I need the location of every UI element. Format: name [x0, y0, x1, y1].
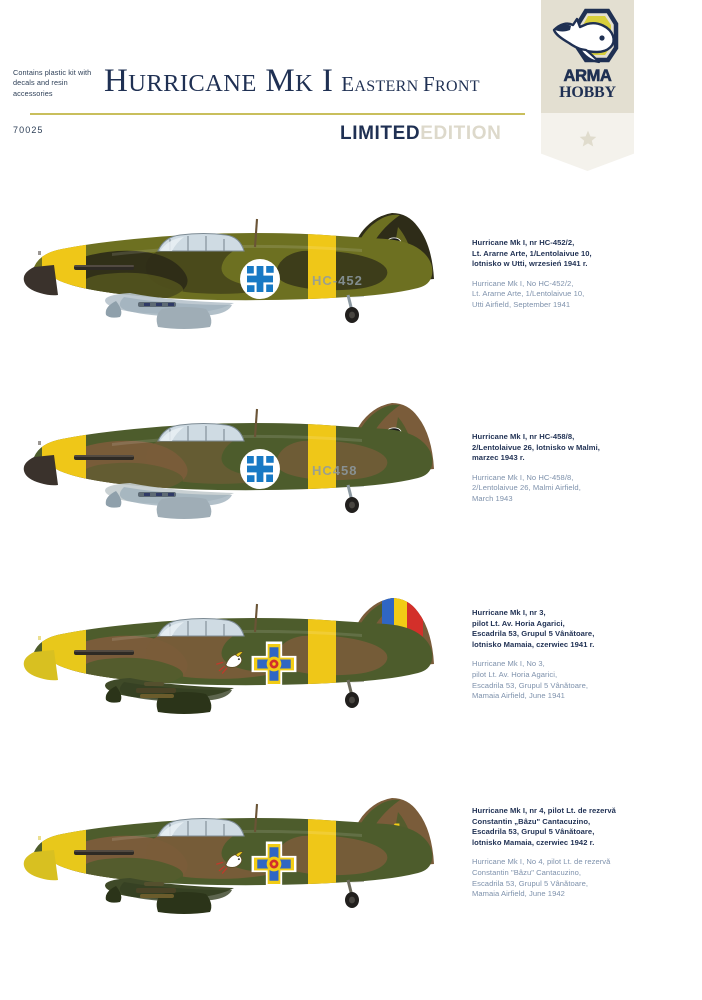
brand-wordmark [541, 68, 634, 101]
exhaust-stubs [74, 455, 134, 460]
caption-polish [472, 806, 687, 848]
aircraft-profile-illustration [12, 205, 452, 340]
edition-label: EDITION [420, 123, 502, 144]
star-icon [578, 129, 598, 149]
caption-line: 2/Lentolaivue 26, lotnisko w Malmi, [472, 442, 600, 452]
finnish-swastika-roundel [240, 449, 280, 489]
caption-line: Escadrila 53, Grupul 5 Vânătoare, [472, 680, 589, 690]
caption-line: Utti Airfield, September 1941 [472, 299, 571, 309]
main-wheel [345, 485, 359, 513]
caption-line: Hurricane Mk I, nr HC-452/2, [472, 238, 575, 247]
aircraft-profile-illustration [12, 590, 452, 725]
main-wheel [345, 295, 359, 323]
aircraft-profile-illustration [12, 790, 452, 925]
radiator [157, 497, 212, 519]
caption-line: 2/Lentolaivue 26, Malmi Airfield, [472, 483, 581, 493]
aircraft-profile-illustration [12, 395, 452, 530]
caption-line: Mamaia Airfield, June 1941 [472, 691, 565, 701]
exhaust-stubs [74, 650, 134, 655]
page-title [104, 63, 524, 100]
caption-line: marzec 1943 r. [472, 453, 525, 463]
caption-line: Escadrila 53, Grupul 5 Vânătoare, [472, 629, 595, 639]
caption-line: Mamaia Airfield, June 1942 [472, 889, 565, 899]
profile-caption-1 [472, 238, 687, 311]
caption-line: Lt. Ararne Arte, 1/Lentolaivue 10, [472, 248, 592, 258]
caption-line: Hurricane Mk I, nr 3, [472, 608, 546, 617]
caption-line: lotnisko Mamaia, czerwiec 1942 r. [472, 837, 595, 847]
limited-edition-badge [340, 123, 501, 145]
caption-line: Hurricane Mk I, nr HC-458/8, [472, 432, 575, 441]
main-wheel [345, 680, 359, 708]
kit-number: 70025 [13, 125, 44, 135]
caption-line: Hurricane Mk I, nr 4, pilot Lt. de rezervă [472, 806, 616, 815]
exhaust-stubs [74, 265, 134, 270]
caption-line: Constantin „Bâzu" Cantacuzino, [472, 816, 591, 826]
caption-line: Escadrila 53, Grupul 5 Vânătoare, [472, 827, 595, 837]
brand-logo-panel [541, 0, 634, 113]
brand-ribbon [541, 113, 634, 171]
finnish-swastika-roundel [240, 259, 280, 299]
caption-line: lotnisko Mamaia, czerwiec 1941 r. [472, 639, 595, 649]
caption-polish [472, 432, 687, 464]
title-main: HURRICANE MK I [104, 63, 334, 99]
sheet-header [0, 0, 702, 175]
underwing-detail [138, 302, 176, 307]
caption-english [472, 659, 687, 701]
caption-english [472, 279, 687, 311]
caption-line: Hurricane Mk I, No HC-458/8, [472, 472, 574, 482]
exhaust-stubs [74, 850, 134, 855]
aircraft-code: HC-452 [312, 273, 363, 288]
caption-polish [472, 238, 687, 270]
kit-contents-blurb: Contains plastic kit with decals and resin accessories [13, 68, 92, 98]
spinner [24, 850, 58, 880]
caption-line: Escadrila 53, Grupul 5 Vânătoare, [472, 878, 589, 888]
caption-english [472, 857, 687, 899]
caption-line: March 1943 [472, 493, 513, 503]
profile-caption-2 [472, 432, 687, 505]
caption-line: Lt. Ararne Arte, 1/Lentolaivue 10, [472, 289, 585, 299]
spinner [24, 455, 58, 485]
caption-line: pilot Lt. Av. Horia Agarici, [472, 669, 558, 679]
spinner [24, 265, 58, 295]
caption-line: Constantin "Bâzu" Cantacuzino, [472, 867, 582, 877]
brand-hobby: HOBBY [559, 84, 616, 101]
limited-label: LIMITED [340, 123, 421, 144]
caption-line: Hurricane Mk I, No HC-452/2, [472, 278, 574, 288]
main-wheel [345, 880, 359, 908]
title-divider [30, 113, 525, 115]
profile-caption-4 [472, 806, 687, 900]
arma-hobby-mascot-icon [550, 8, 625, 70]
profile-caption-3 [472, 608, 687, 702]
aircraft-code: HC458 [312, 463, 358, 478]
caption-line: lotnisko w Utti, wrzesień 1941 r. [472, 259, 588, 269]
caption-line: Hurricane Mk I, No 4, pilot Lt. de rezervă [472, 857, 611, 867]
caption-polish [472, 608, 687, 650]
caption-english [472, 473, 687, 505]
radiator [157, 307, 212, 329]
spinner [24, 650, 58, 680]
caption-line: Hurricane Mk I, No 3, [472, 659, 545, 669]
caption-line: pilot Lt. Av. Horia Agarici, [472, 618, 565, 628]
underwing-detail [138, 492, 176, 497]
title-subtitle: EASTERN FRONT [341, 72, 480, 96]
brand-arma: ARMA [563, 67, 612, 85]
